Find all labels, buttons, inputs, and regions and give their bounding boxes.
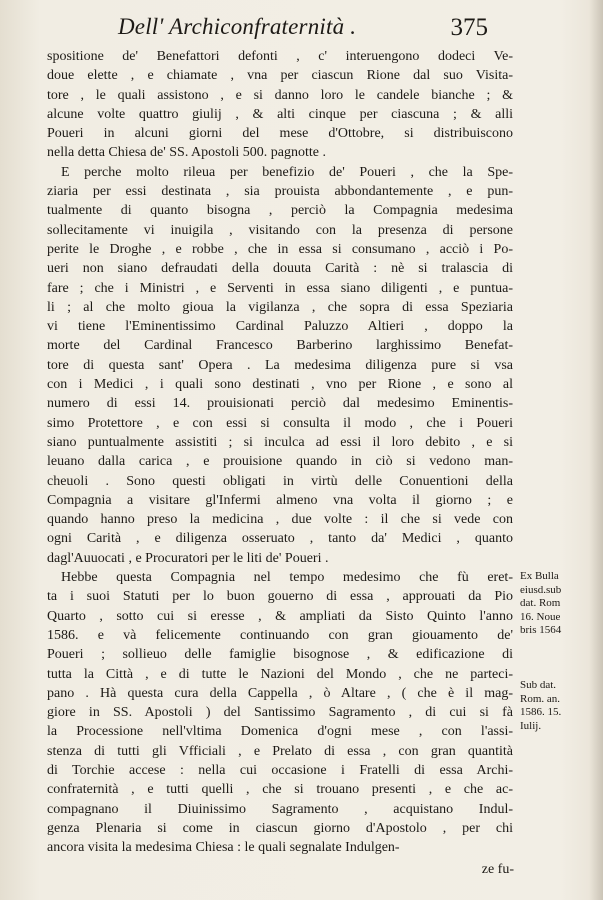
text-line: ta i suoi Statuti per lo buon gouerno di essa , approuati da Pio [47,589,513,605]
text-line: tualmente di quanto bisogna , perciò la Compagnia medesima [47,203,513,219]
text-line: siano puntualmente assistiti ; si inculca ad essi il loro debito , e si [47,434,513,450]
text-line: quando hanno preso la medicina , due volte : il che si vede con [47,512,513,528]
margin-note-bull-1564 [520,570,561,638]
text-line: tore di questa sant' Opera . La medesima diligenza pure si vsa [47,357,513,373]
text-line: Hebbe questa Compagnia nel tempo medesimo che fù eret- [61,570,513,586]
catchword: ze fu- [481,862,514,877]
text-line: Compagnia a visitare gl'Infermi almeno vna volta il giorno ; e [47,492,513,508]
text-line: Quarto , sotto cui si eresse , & ampliati da Sisto Quinto l'anno [47,608,513,624]
body-text [47,47,513,857]
margin-note-line: eiusd.sub [520,583,562,596]
text-line: ancora visita la medesima Chiesa : le quali segnalate Indulgen- [47,840,400,856]
text-line: tore , le quali assistono , e si danno loro le candele bianche ; & [47,87,513,103]
text-line: sollecitamente vi inuigila , visitando con la presenza di persone [47,222,513,238]
text-line: genza Plenaria si come in ciascun giorno d'Apostolo , per chi [47,820,513,836]
text-line: dagl'Auuocati , e Procuratori per le liti de' Poueri . [47,550,329,566]
text-line: doue elette , e chiamate , vna per ciascun Rione dal suo Visita- [47,68,513,84]
text-line: di Torchie accese : nella cui occasione i Fratelli di essa Archi- [47,762,513,778]
text-line: leuano dalla carica , e prouisione quando in ciò si vedono man- [47,454,513,470]
text-line: la Processione nell'vltima Domenica d'ogni mese , con l'assi- [47,724,513,740]
text-line: fare ; che i Ministri , e Serventi in essa siano diligenti , e puntua- [47,280,513,296]
text-line: ueri non siano defraudati della douuta Carità : nè si tralascia di [47,261,513,277]
text-line: stenza di tutti gli Vfficiali , e Prelato di essa , con gran quantità [47,743,513,759]
margin-note-line: bris 1564 [520,624,562,637]
margin-note-line: dat. Rom [520,597,561,610]
margin-note-line: Ex Bulla [520,570,559,582]
text-line: E perche molto rileua per benefizio de' Poueri , che la Spe- [61,164,513,180]
text-line: numero di essi 14. prouisionati perciò dal medesimo Eminentis- [47,396,513,412]
text-line: giore in SS. Apostoli ) del Santissimo Sagramento , di cui si fà [47,705,513,721]
margin-note-line: Sub dat. [520,679,557,691]
page-header [118,14,488,44]
text-line: pano . Hà questa cura della Cappella , ò Altare , ( che è il mag- [47,685,513,701]
text-line: compagnano il Diuinissimo Sagramento , acquistano Indul- [47,801,513,817]
text-line: ziaria per essi destinata , sia prouista abbondantemente , e pun- [47,184,513,200]
text-line: confraternità , e tutti quelli , che si trouano presenti , e che ac- [47,782,513,798]
margin-note-1586 [520,679,561,733]
text-line: cheuoli . Sono questi obligati in virtù delle Conuentioni della [47,473,513,489]
text-line: 1586. e và felicemente continuando con gran giouamento de' [47,627,513,643]
text-line: ogni Carità , e diligenza osseruato , tanto da' Medici , quanto [47,531,513,547]
page-edge-shadow [589,0,603,900]
text-line: morte del Cardinal Francesco Barberino larghissimo Benefat- [47,338,513,354]
text-line: alcune volte quattro giulij , & alti cinque per ciascuna ; & alli [47,106,513,122]
margin-note-line: Rom. an. [520,692,561,705]
text-line: perite le Droghe , e robbe , che in essa si consumano , acciò i Po- [47,241,513,257]
text-line: con i Medici , i quali sono destinati , vno per Rione , e sono al [47,377,513,393]
text-line: li ; al che molto gioua la vigilanza , che sopra di essa Speziaria [47,299,513,315]
running-title: Dell' Archiconfraternità . [118,14,357,39]
margin-note-line: 1586. 15. [520,706,562,719]
text-line: Poueri ; sollieuo delle famiglie bisognose , & edificazione di [47,647,513,663]
text-line: spositione de' Benefattori defonti , c' interuengono dodeci Ve- [47,49,513,64]
page-number: 375 [450,14,488,41]
text-line: vi tiene l'Eminentissimo Cardinal Paluzzo Altieri , doppo la [47,319,513,335]
text-line: tutta la Città , e di tutte le Nazioni del Mondo , che ne parteci- [47,666,513,682]
text-line: nella detta Chiesa de' SS. Apostoli 500. pagnotte . [47,145,326,161]
margin-note-line: 16. Noue [520,610,561,623]
text-line: simo Protettore , e con essi si consulta il modo , che i Poueri [47,415,513,431]
margin-note-line: Iulij. [520,719,542,732]
text-line: Poueri in alcuni giorni del mese d'Ottobre, si distribuiscono [47,126,513,142]
